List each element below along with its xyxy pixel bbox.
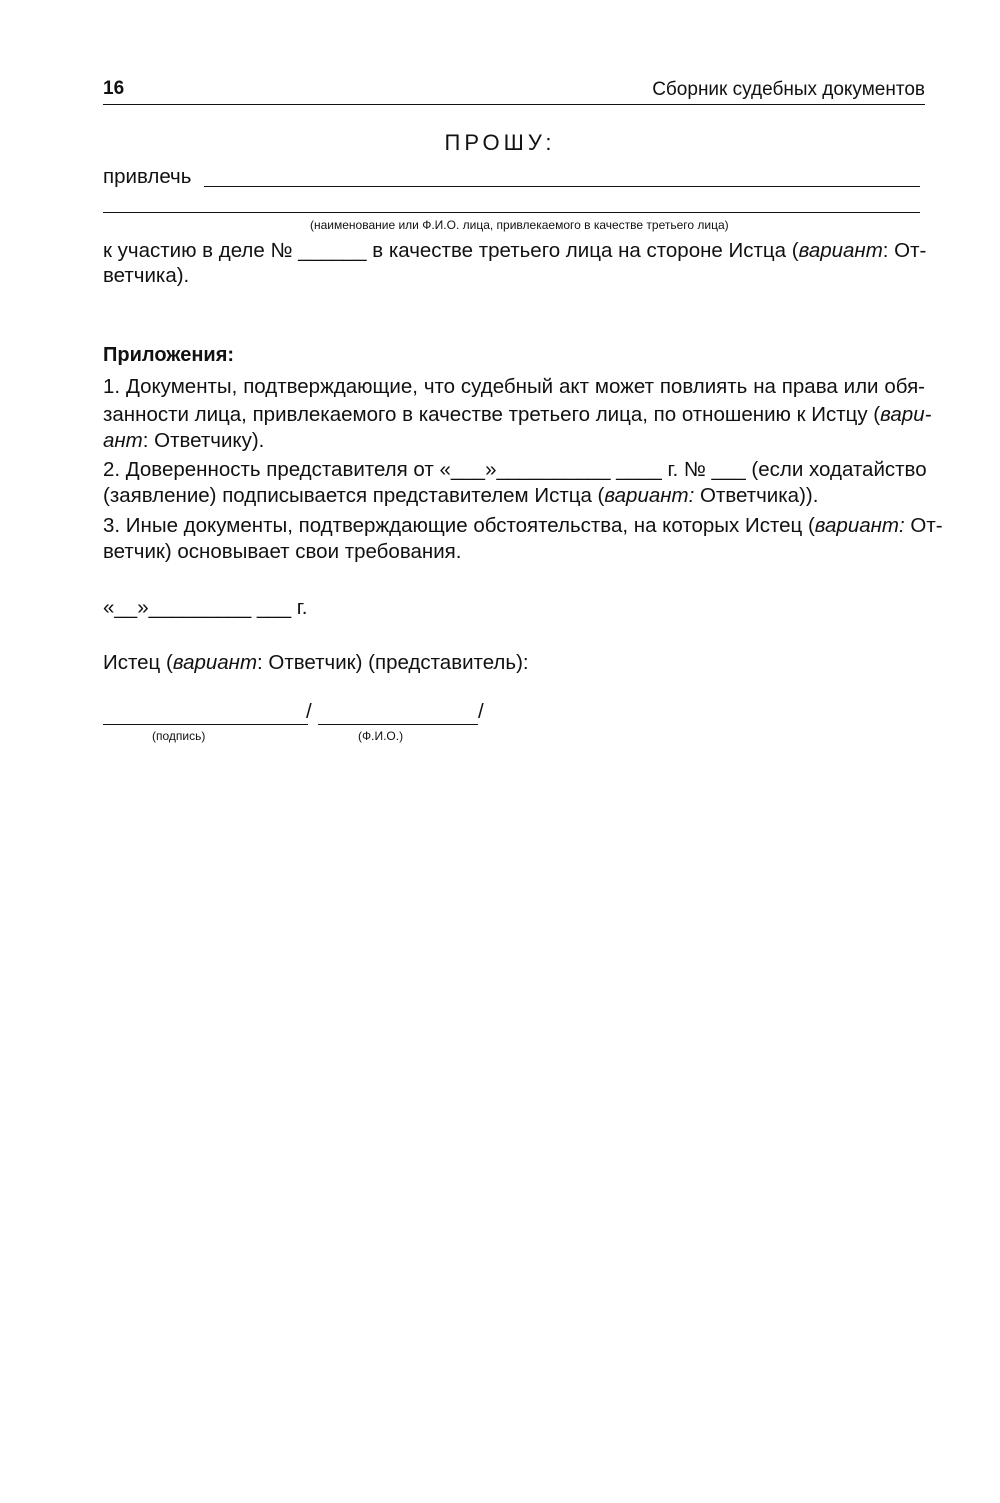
signer-line: Истец (вариант: Ответчик) (представитель): (103, 651, 529, 674)
name-fill-line-2 (103, 212, 920, 213)
attract-label: привлечь (103, 165, 192, 188)
fio-caption: (Ф.И.О.) (358, 729, 404, 743)
attachment-1-line-2: занности лица, привлекаемого в качестве третьего лица, по отношению к Истцу (вари- (103, 403, 932, 426)
attachment-2-line-1: 2. Доверенность представителя от «___»__________ ____ г. № ___ (если ходатайство (103, 458, 927, 481)
attachment-3-line-2: ветчик) основывает свои требования. (103, 540, 462, 563)
date-line: «__»_________ ___ г. (103, 596, 308, 619)
attachment-3-line-1: 3. Иные документы, подтверждающие обстоятельства, на которых Истец (вариант: От- (103, 514, 943, 537)
participation-line-1: к участию в деле № ______ в качестве третьего лица на стороне Истца (вариант: От- (103, 239, 927, 262)
request-heading: ПРОШУ: (444, 130, 556, 155)
signature-line (103, 724, 308, 725)
attachment-2-line-2: (заявление) подписывается представителем Истца (вариант: Ответчика)). (103, 484, 819, 507)
book-title: Сборник судебных документов (652, 79, 925, 100)
fio-slash: / (478, 700, 484, 723)
attachment-1-line-1: 1. Документы, подтверждающие, что судебный акт может повлиять на права или обя- (103, 375, 925, 398)
name-fill-line-1 (204, 186, 920, 187)
participation-line-2: ветчика). (103, 264, 190, 287)
header-rule (103, 104, 925, 105)
name-caption: (наименование или Ф.И.О. лица, привлекаемого в качестве третьего лица) (310, 218, 729, 232)
page-number: 16 (103, 78, 125, 99)
attachments-heading: Приложения: (103, 344, 235, 366)
signature-slash: / (306, 700, 312, 723)
signature-caption: (подпись) (152, 729, 206, 743)
attachment-1-line-3: ант: Ответчику). (103, 429, 265, 452)
fio-line (318, 724, 478, 725)
